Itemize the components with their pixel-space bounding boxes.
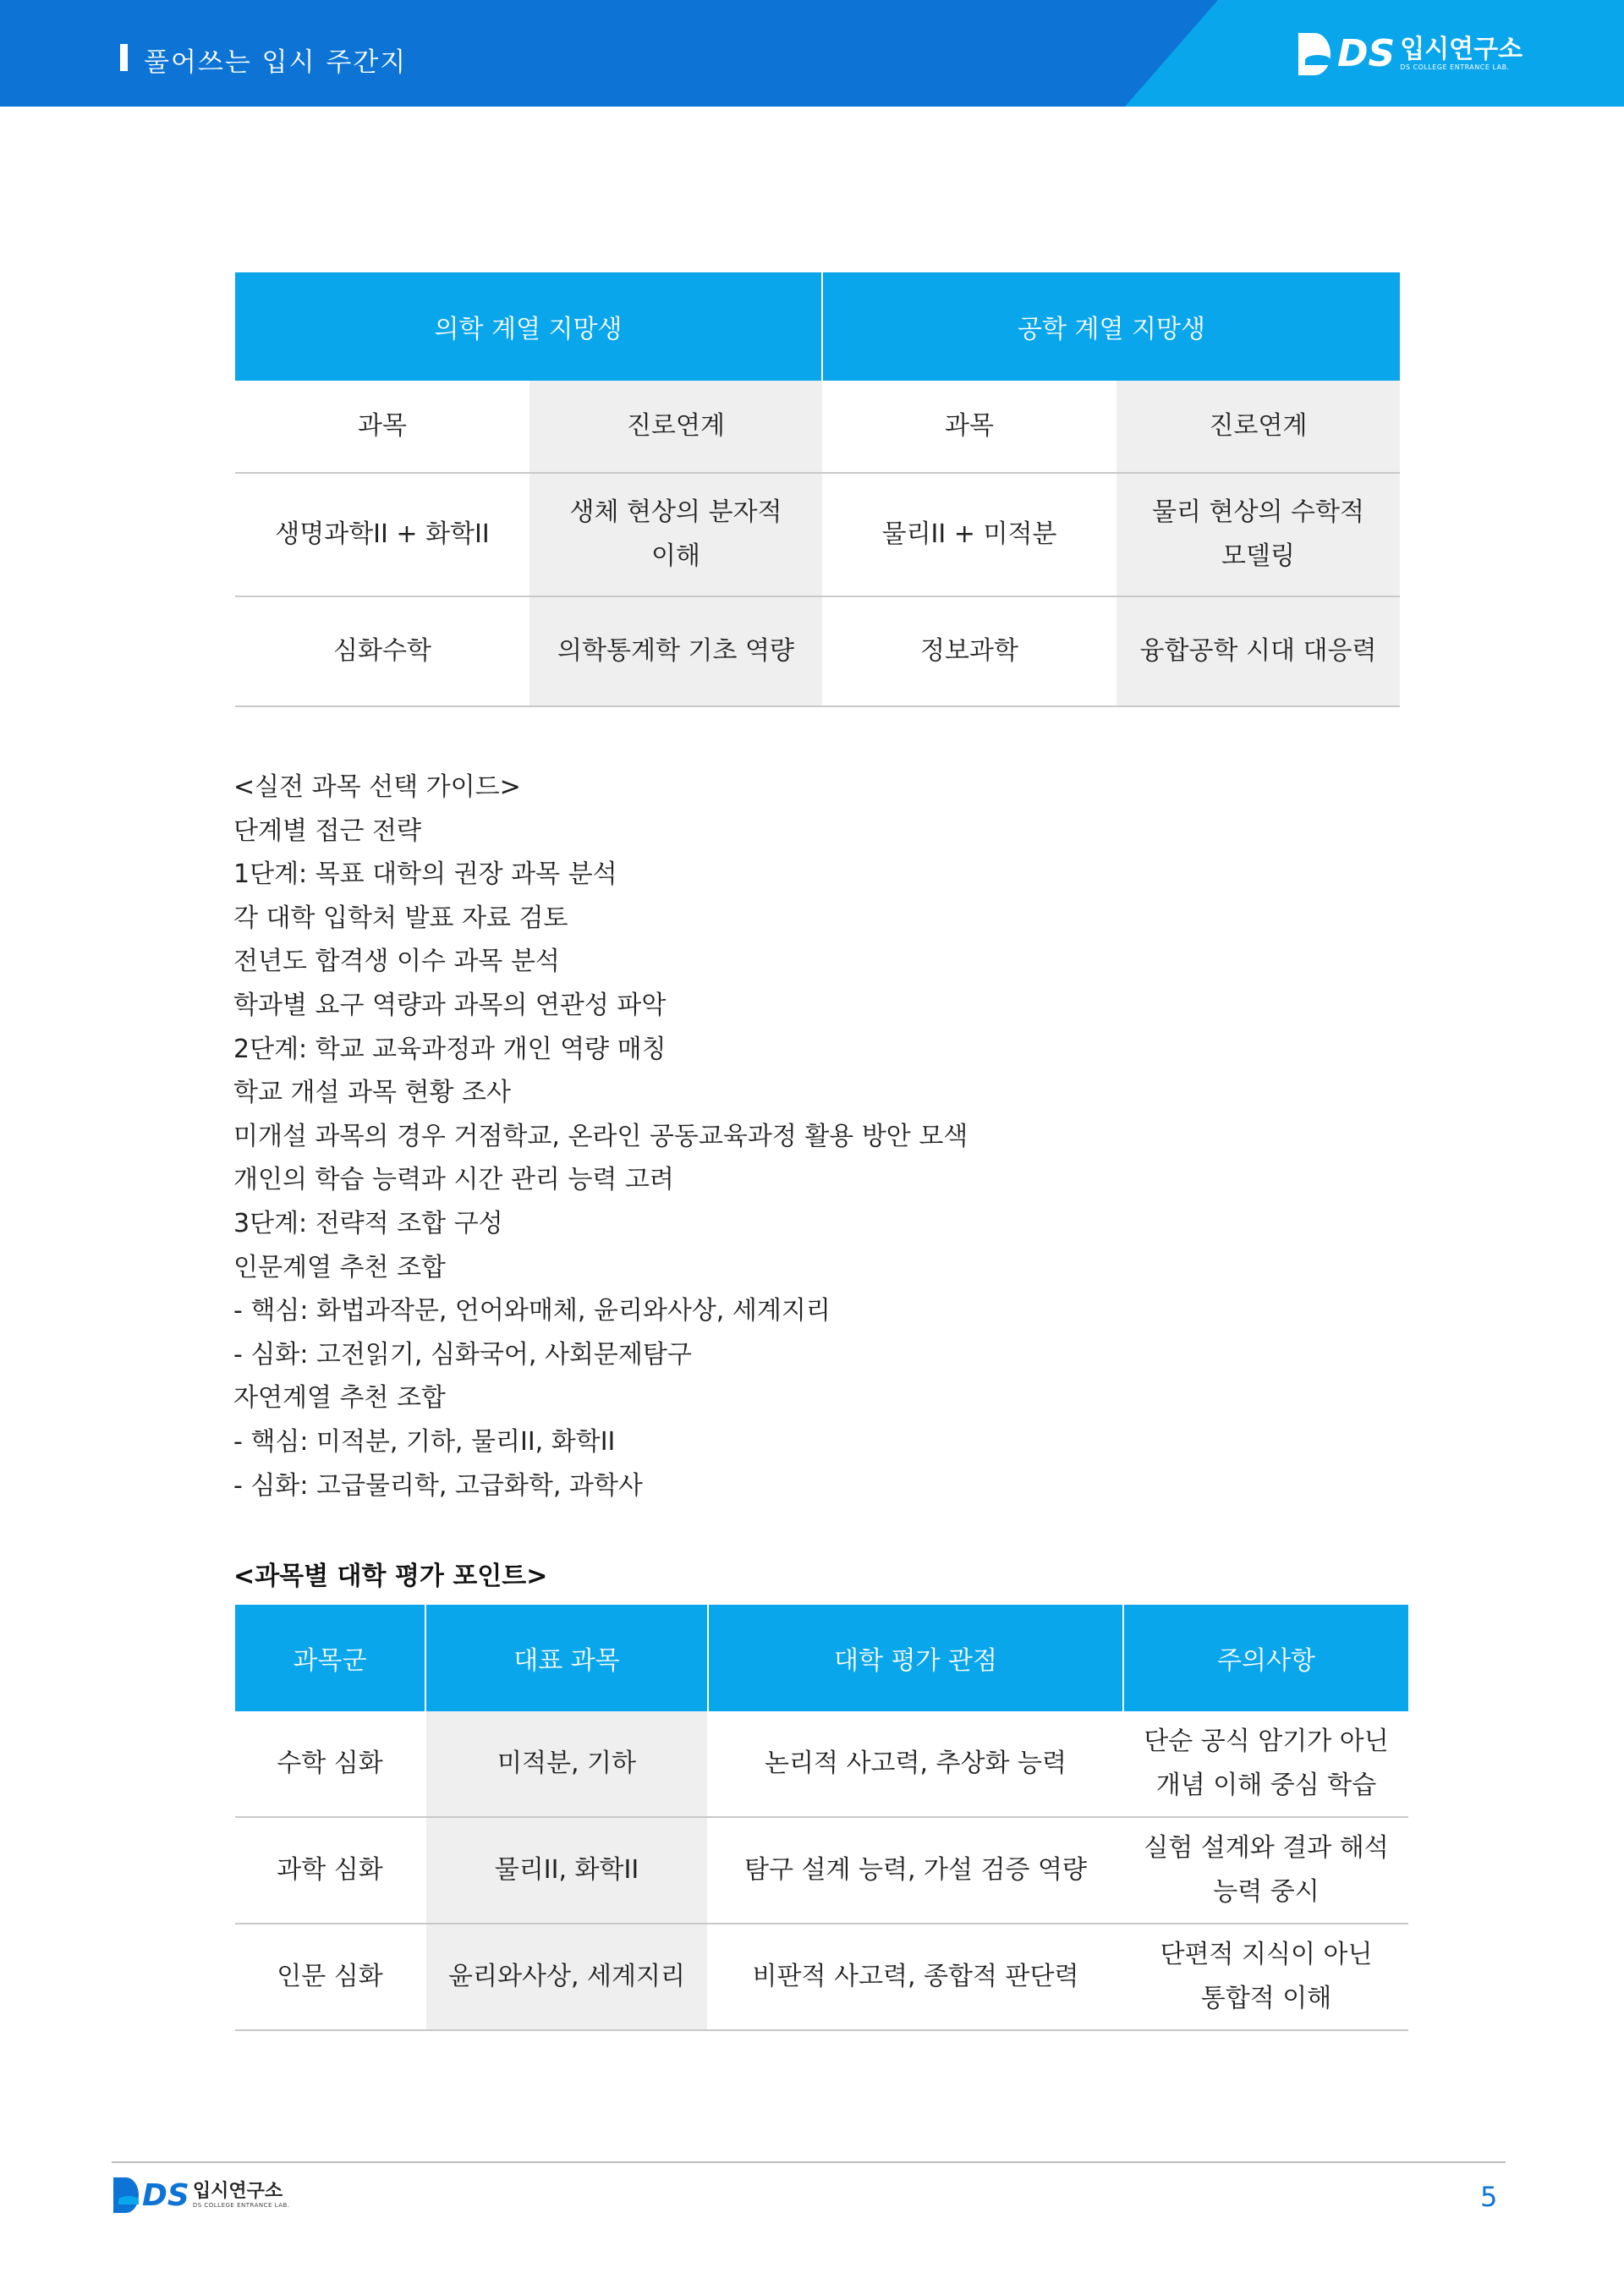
logo-ds-text: DS <box>1337 32 1396 75</box>
table-row <box>235 1924 1408 2030</box>
logo-english-text: DS COLLEGE ENTRANCE LAB. <box>1400 63 1510 71</box>
table-cell: 진로연계 <box>529 381 822 473</box>
table-cell: 인문 심화 <box>235 1924 425 2030</box>
guide-line: - 핵심: 화법과작문, 언어와매체, 윤리와사상, 세계지리 <box>233 1296 831 1326</box>
guide-line: 단계별 접근 전략 <box>233 815 421 846</box>
table-cell: 물리II + 미적분 <box>822 473 1116 596</box>
table-cell: 비판적 사고력, 종합적 판단력 <box>708 1924 1123 2030</box>
table-cell: 물리II, 화학II <box>425 1817 708 1924</box>
table-cell: 물리 현상의 수학적 모델링 <box>1116 473 1400 596</box>
header-title: 풀어쓰는 입시 주간지 <box>144 47 408 78</box>
subject-selection-guide <box>233 766 968 1507</box>
table-cell: 과목 <box>235 381 529 473</box>
footer-divider <box>112 2161 1506 2163</box>
column-header: 과목군 <box>235 1605 425 1711</box>
table-row <box>235 473 1400 596</box>
table-row <box>235 1711 1408 1817</box>
logo-korean-text: 입시연구소 <box>192 2181 283 2202</box>
table-cell: 과학 심화 <box>235 1817 425 1924</box>
table-cell: 생명과학II + 화학II <box>235 473 529 596</box>
table-cell: 미적분, 기하 <box>425 1711 708 1817</box>
career-subject-table <box>235 272 1400 707</box>
table-cell: 탐구 설계 능력, 가설 검증 역량 <box>708 1817 1123 1924</box>
logo-d-icon <box>1298 33 1336 75</box>
table-cell: 단편적 지식이 아닌 통합적 이해 <box>1123 1924 1408 2030</box>
logo-ds-text: DS <box>142 2177 189 2213</box>
header-logo <box>1298 32 1522 75</box>
group-header-medical: 의학 계열 지망생 <box>235 272 822 381</box>
table-cell: 심화수학 <box>235 596 529 706</box>
header-bar-marker <box>120 44 128 71</box>
table-cell: 수학 심화 <box>235 1711 425 1817</box>
guide-line: 전년도 합격생 이수 과목 분석 <box>233 947 560 977</box>
logo-d-icon <box>113 2177 142 2213</box>
table-cell: 과목 <box>822 381 1116 473</box>
guide-line: <실전 과목 선택 가이드> <box>233 772 521 802</box>
table-cell: 논리적 사고력, 추상화 능력 <box>708 1711 1123 1817</box>
guide-line: 개인의 학습 능력과 시간 관리 능력 고려 <box>233 1165 674 1195</box>
guide-line: 3단계: 전략적 조합 구성 <box>233 1208 503 1238</box>
table-cell: 단순 공식 암기가 아닌 개념 이해 중심 학습 <box>1123 1711 1408 1817</box>
guide-line: - 핵심: 미적분, 기하, 물리II, 화학II <box>233 1426 616 1457</box>
page-number: 5 <box>1480 2181 1498 2213</box>
guide-line: 학교 개설 과목 현황 조사 <box>233 1078 511 1108</box>
footer-logo <box>113 2177 290 2213</box>
guide-line: 자연계열 추천 조합 <box>233 1383 446 1414</box>
guide-line: - 심화: 고급물리학, 고급화학, 과학사 <box>233 1470 643 1501</box>
table-cell: 정보과학 <box>822 596 1116 706</box>
guide-line: - 심화: 고전읽기, 심화국어, 사회문제탐구 <box>233 1339 692 1370</box>
table-row <box>235 381 1400 473</box>
table-cell: 실험 설계와 결과 해석 능력 중시 <box>1123 1817 1408 1924</box>
guide-line: 인문계열 추천 조합 <box>233 1252 446 1282</box>
table-cell: 윤리와사상, 세계지리 <box>425 1924 708 2030</box>
table-row <box>235 1817 1408 1924</box>
guide-line: 1단계: 목표 대학의 권장 과목 분석 <box>233 859 617 890</box>
table-cell: 의학통계학 기초 역량 <box>529 596 822 706</box>
table-cell: 진로연계 <box>1116 381 1400 473</box>
evaluation-point-table <box>235 1605 1408 2031</box>
guide-line: 학과별 요구 역량과 과목의 연관성 파악 <box>233 990 667 1020</box>
column-header: 주의사항 <box>1123 1605 1408 1711</box>
group-header-engineering: 공학 계열 지망생 <box>822 272 1400 381</box>
table-cell: 생체 현상의 분자적 이해 <box>529 473 822 596</box>
logo-english-text: DS COLLEGE ENTRANCE LAB. <box>192 2202 290 2209</box>
guide-line: 각 대학 입학처 발표 자료 검토 <box>233 903 568 933</box>
guide-line: 미개설 과목의 경우 거점학교, 온라인 공동교육과정 활용 방안 모색 <box>233 1121 968 1151</box>
logo-korean-text: 입시연구소 <box>1400 35 1523 64</box>
column-header: 대표 과목 <box>425 1605 708 1711</box>
table-row <box>235 596 1400 706</box>
column-header: 대학 평가 관점 <box>708 1605 1123 1711</box>
section-title-evaluation: <과목별 대학 평가 포인트> <box>233 1562 548 1591</box>
guide-line: 2단계: 학교 교육과정과 개인 역량 매칭 <box>233 1034 667 1064</box>
table-cell: 융합공학 시대 대응력 <box>1116 596 1400 706</box>
